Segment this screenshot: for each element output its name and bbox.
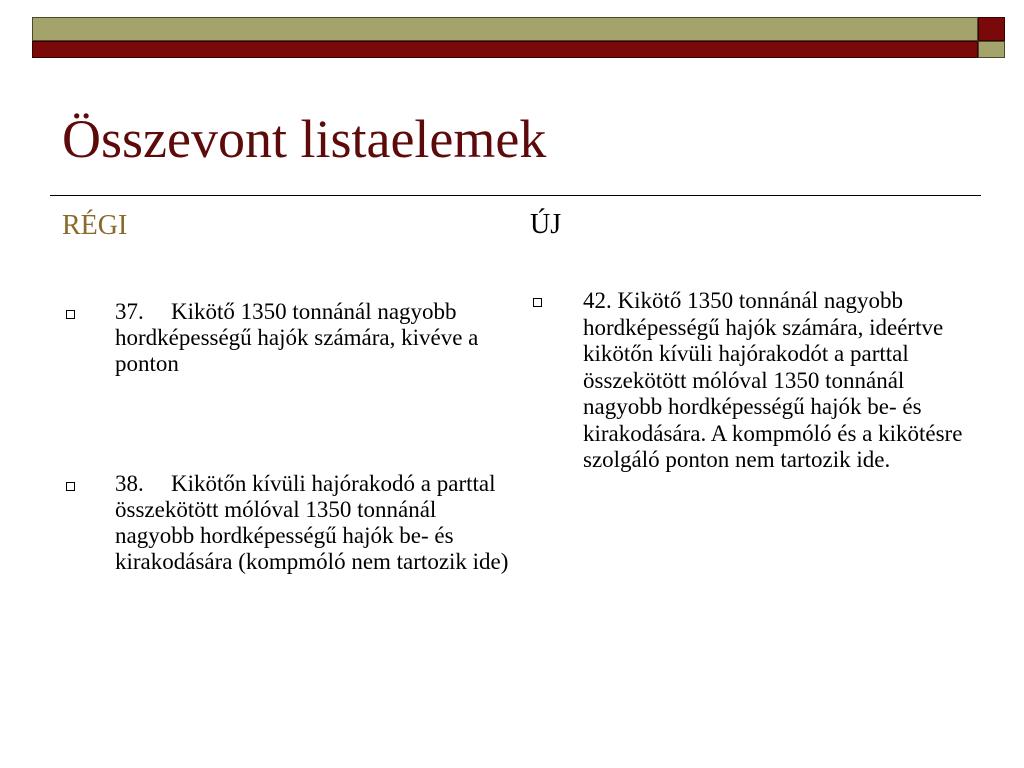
left-item-2-text: Kikötőn kívüli hajórakodó a parttal összekötött mólóval 1350 tonnánál nagyobb hordképességű hajók be- és kirakodására (kompmóló nem tartozik ide) xyxy=(115,471,509,574)
square-bullet-icon xyxy=(66,482,75,491)
header-band-olive xyxy=(32,17,978,41)
square-bullet-icon xyxy=(66,310,75,319)
right-column-heading: ÚJ xyxy=(530,209,562,240)
left-column-heading: RÉGI xyxy=(62,210,128,241)
title-divider xyxy=(50,195,981,196)
right-list-item-1: 42. Kikötő 1350 tonnánál nagyobb hordképességű hajók számára, ideértve kikötőn kívüli hajórakodót a parttal összekötött mólóval 1350 tonnánál nagyobb hordképességű hajók be- és kirakodására. A kompmóló és a kikötésre szolgáló ponton nem tartozik ide. xyxy=(583,288,963,472)
left-list-item-1 xyxy=(115,299,495,377)
left-item-1-text: Kikötő 1350 tonnánál nagyobb hordképességű hajók számára, kivéve a ponton xyxy=(115,299,479,376)
header-square-red xyxy=(978,17,1005,41)
header-square-olive xyxy=(978,41,1005,58)
slide-title: Összevont listaelemek xyxy=(62,109,547,169)
left-list-item-2 xyxy=(115,471,515,575)
square-bullet-icon xyxy=(533,298,542,307)
left-item-1-number: 37. xyxy=(115,299,144,324)
header-band-red xyxy=(32,41,978,58)
left-item-2-number: 38. xyxy=(115,471,144,496)
